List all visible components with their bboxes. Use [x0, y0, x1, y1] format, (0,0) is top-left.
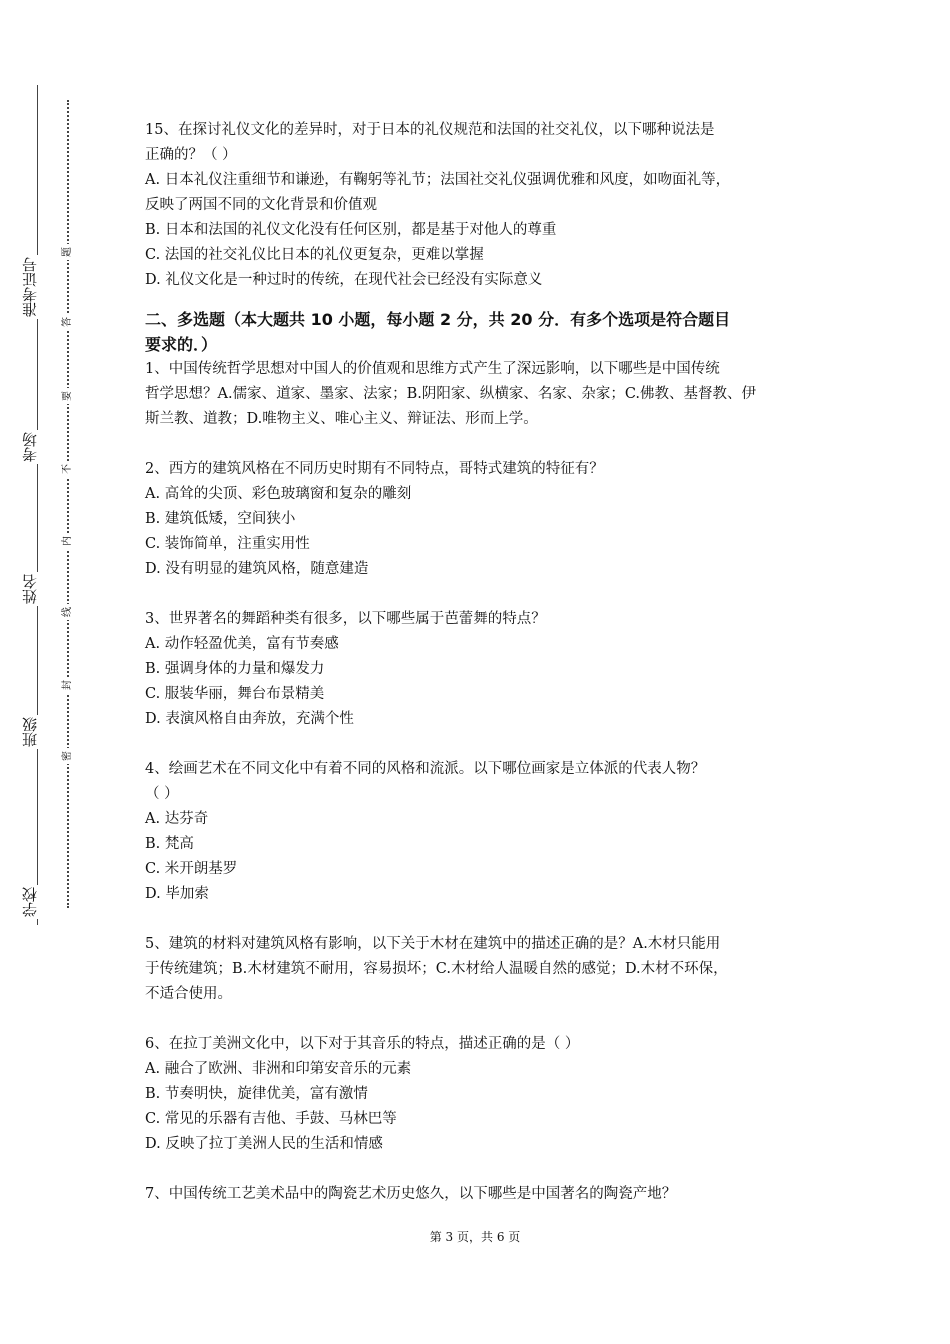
option-c: C. 常见的乐器有吉他、手鼓、马林巴等	[145, 1111, 397, 1127]
option-a: A. 日本礼仪注重细节和谦逊，有鞠躬等礼节；法国社交礼仪强调优雅和风度，如吻面礼等，	[145, 172, 731, 188]
section-title: 要求的．）	[145, 335, 218, 354]
option-b: B. 强调身体的力量和爆发力	[145, 661, 325, 677]
question-5	[145, 932, 825, 1007]
question-text: 于传统建筑；B.木材建筑不耐用，容易损坏；C.木材给人温暖自然的感觉；D.木材不环保，	[145, 961, 728, 977]
question-text: 5、建筑的材料对建筑风格有影响，以下关于木材在建筑中的描述正确的是？A.木材只能用	[145, 936, 721, 952]
option-a: A. 达芬奇	[145, 811, 209, 827]
question-text: 不适合使用。	[145, 986, 232, 1002]
option-a: A. 高耸的尖顶、彩色玻璃窗和复杂的雕刻	[145, 486, 412, 502]
section-2-heading	[145, 307, 825, 357]
option-b: B. 日本和法国的礼仪文化没有任何区别，都是基于对他人的尊重	[145, 222, 557, 238]
field-school: 学校	[21, 887, 39, 917]
option-b: B. 节奏明快，旋律优美，富有激情	[145, 1086, 368, 1102]
option-d: D. 毕加索	[145, 886, 209, 902]
binding-dotted-line	[67, 100, 69, 908]
question-stem: 4、绘画艺术在不同文化中有着不同的风格和流派。以下哪位画家是立体派的代表人物？	[145, 761, 706, 777]
seal-char: 线	[62, 604, 74, 620]
seal-char: 题	[62, 244, 74, 260]
question-stem: 3、世界著名的舞蹈种类有很多，以下哪些属于芭蕾舞的特点？	[145, 611, 546, 627]
question-2	[145, 457, 825, 582]
seal-char: 不	[62, 461, 74, 477]
question-stem: （ ）	[145, 786, 179, 802]
seal-char: 答	[62, 314, 74, 330]
option-b: B. 建筑低矮，空间狭小	[145, 511, 296, 527]
question-1	[145, 357, 825, 432]
option-b: B. 梵高	[145, 836, 194, 852]
seal-char: 要	[62, 388, 74, 404]
option-d: D. 反映了拉丁美洲人民的生活和情感	[145, 1136, 383, 1152]
field-exam-number: 准考证号	[21, 257, 39, 317]
binding-solid-line	[37, 85, 38, 925]
option-d: D. 表演风格自由奔放，充满个性	[145, 711, 354, 727]
question-stem: 2、西方的建筑风格在不同历史时期有不同特点，哥特式建筑的特征有？	[145, 461, 604, 477]
seal-char: 封	[62, 677, 74, 693]
field-name: 姓名	[21, 574, 39, 604]
page-number: 第 3 页，共 6 页	[429, 1230, 521, 1244]
option-a: A. 融合了欧洲、非洲和印第安音乐的元素	[145, 1061, 412, 1077]
question-text: 哲学思想？A.儒家、道家、墨家、法家；B.阴阳家、纵横家、名家、杂家；C.佛教、基督教、伊	[145, 386, 757, 402]
question-stem: 正确的？（ ）	[145, 147, 237, 163]
question-text: 斯兰教、道教；D.唯物主义、唯心主义、辩证法、形而上学。	[145, 411, 538, 427]
question-stem: 7、中国传统工艺美术品中的陶瓷艺术历史悠久，以下哪些是中国著名的陶瓷产地？	[145, 1186, 677, 1202]
field-class: 班级	[21, 717, 39, 747]
option-a: A. 动作轻盈优美，富有节奏感	[145, 636, 339, 652]
section-title: 二、多选题（本大题共 10 小题，每小题 2 分，共 20 分．有多个选项是符合题目	[145, 310, 731, 329]
option-d: D. 没有明显的建筑风格，随意建造	[145, 561, 369, 577]
question-text: 1、中国传统哲学思想对中国人的价值观和思维方式产生了深远影响，以下哪些是中国传统	[145, 361, 720, 377]
question-stem: 6、在拉丁美洲文化中，以下对于其音乐的特点，描述正确的是（ ）	[145, 1036, 580, 1052]
option-c: C. 法国的社交礼仪比日本的礼仪更复杂，更难以掌握	[145, 247, 484, 263]
question-15	[145, 118, 825, 293]
option-a-continued: 反映了两国不同的文化背景和价值观	[145, 197, 377, 213]
question-6	[145, 1032, 825, 1157]
option-d: D. 礼仪文化是一种过时的传统，在现代社会已经没有实际意义	[145, 272, 543, 288]
exam-content	[145, 118, 825, 1207]
question-3	[145, 607, 825, 732]
question-stem: 15、在探讨礼仪文化的差异时，对于日本的礼仪规范和法国的社交礼仪，以下哪种说法是	[145, 122, 715, 138]
seal-char: 密	[62, 748, 74, 764]
option-c: C. 服装华丽，舞台布景精美	[145, 686, 325, 702]
question-4	[145, 757, 825, 907]
field-exam-room: 考场	[21, 432, 39, 462]
question-7	[145, 1182, 825, 1207]
option-c: C. 米开朗基罗	[145, 861, 238, 877]
seal-char: 内	[62, 533, 74, 549]
option-c: C. 装饰简单，注重实用性	[145, 536, 310, 552]
